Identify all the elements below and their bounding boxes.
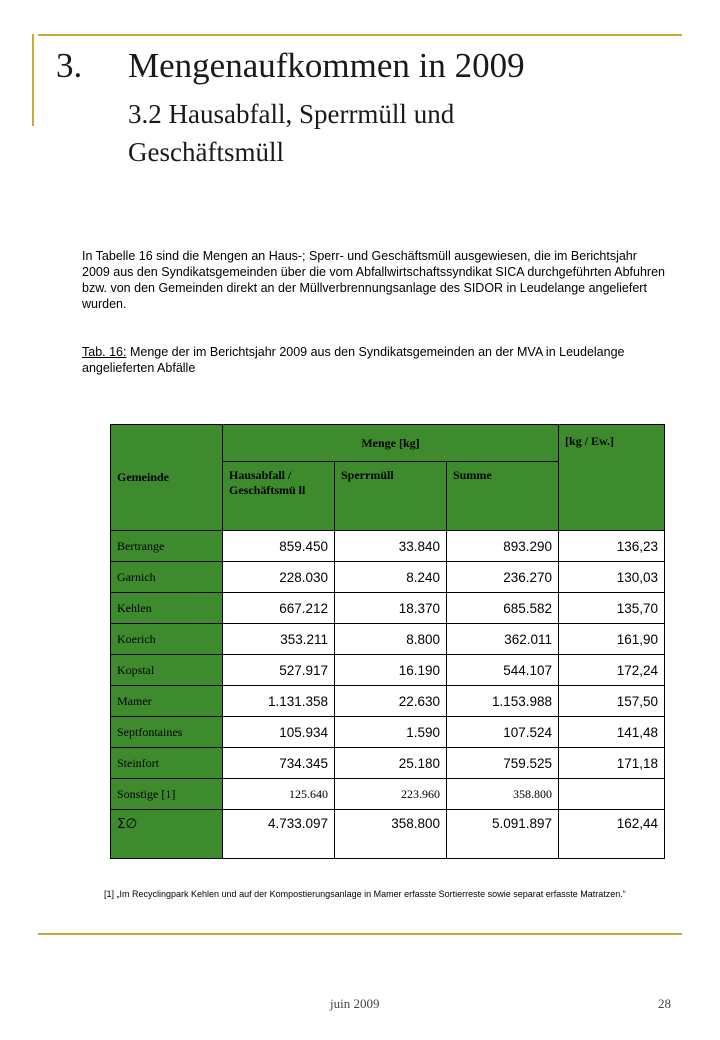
cell-sperrmuell: 1.590 [335,717,447,748]
cell-gemeinde: Steinfort [111,748,223,779]
cell-summe: 107.524 [447,717,559,748]
cell-sperrmuell: 223.960 [335,779,447,810]
table-row [111,748,665,779]
page-title: Mengenaufkommen in 2009 [128,46,525,85]
cell-summe: 358.800 [447,779,559,810]
cell-hausabfall: 734.345 [223,748,335,779]
cell-hausabfall: 105.934 [223,717,335,748]
cell-gemeinde: Kehlen [111,593,223,624]
table-row [111,686,665,717]
cell-total-kg-per-ew: 162,44 [559,810,665,859]
cell-kg-per-ew: 130,03 [559,562,665,593]
cell-summe: 685.582 [447,593,559,624]
table-row [111,717,665,748]
table-row [111,531,665,562]
cell-summe: 1.153.988 [447,686,559,717]
table-caption-label: Tab. 16: [82,345,127,359]
table-caption-text: Menge der im Berichtsjahr 2009 aus den Syndikatsgemeinden an der MVA in Leudelange angelieferten Abfälle [82,345,625,375]
footnote: [1] „Im Recyclingpark Kehlen und auf der Kompostierungsanlage in Mamer erfasste Sortierreste sowie separat erfasste Matratzen.“ [104,889,626,899]
cell-hausabfall: 125.640 [223,779,335,810]
cell-kg-per-ew: 157,50 [559,686,665,717]
cell-summe: 893.290 [447,531,559,562]
table-row [111,562,665,593]
cell-gemeinde: Bertrange [111,531,223,562]
cell-gemeinde: Garnich [111,562,223,593]
frame-left-rule [32,34,34,126]
cell-kg-per-ew: 141,48 [559,717,665,748]
cell-sperrmuell: 33.840 [335,531,447,562]
cell-gemeinde: Sonstige [1] [111,779,223,810]
cell-hausabfall: 353.211 [223,624,335,655]
section-number: 3. [56,46,83,85]
footer-date: juin 2009 [330,996,380,1011]
cell-kg-per-ew: 135,70 [559,593,665,624]
cell-total-sperrmuell: 358.800 [335,810,447,859]
header-sperrmuell: Sperrmüll [335,462,447,531]
cell-sperrmuell: 8.800 [335,624,447,655]
cell-total-symbol: Σ∅ [111,810,223,859]
cell-summe: 759.525 [447,748,559,779]
cell-kg-per-ew [559,779,665,810]
page-subtitle: 3.2 Hausabfall, Sperrmüll und Geschäftsmüll [128,99,455,167]
total-row [111,810,665,859]
cell-summe: 236.270 [447,562,559,593]
cell-hausabfall: 667.212 [223,593,335,624]
cell-total-summe: 5.091.897 [447,810,559,859]
waste-table [110,424,665,859]
header-summe: Summe [447,462,559,531]
header-menge: Menge [kg] [223,425,559,462]
cell-gemeinde: Septfontaines [111,717,223,748]
cell-kg-per-ew: 171,18 [559,748,665,779]
cell-gemeinde: Kopstal [111,655,223,686]
header-gemeinde: Gemeinde [111,425,223,531]
cell-sperrmuell: 25.180 [335,748,447,779]
header-hausabfall: Hausabfall / Geschäftsmü ll [223,462,335,531]
cell-summe: 544.107 [447,655,559,686]
cell-sperrmuell: 16.190 [335,655,447,686]
frame-top-rule [38,34,682,36]
cell-sperrmuell: 22.630 [335,686,447,717]
table-row [111,593,665,624]
cell-summe: 362.011 [447,624,559,655]
cell-hausabfall: 527.917 [223,655,335,686]
cell-gemeinde: Koerich [111,624,223,655]
table-row [111,779,665,810]
table-row [111,624,665,655]
frame-bottom-rule [38,933,682,935]
cell-hausabfall: 1.131.358 [223,686,335,717]
cell-total-hausabfall: 4.733.097 [223,810,335,859]
cell-kg-per-ew: 136,23 [559,531,665,562]
page-number: 28 [658,996,671,1011]
header-kg-per-ew: [kg / Ew.] [559,425,665,531]
intro-paragraph: In Tabelle 16 sind die Mengen an Haus-; Sperr- und Geschäftsmüll ausgewiesen, die im Berichtsjahr 2009 aus den Syndikatsgemeinden über die vom Abfallwirtschaftssyndikat SICA durchgeführten Abfuhren bzw. von den Gemeinden direkt an der Müllverbrennungsanlage des SIDOR in Leudelange angeliefert wurden. [82,249,665,311]
cell-sperrmuell: 8.240 [335,562,447,593]
cell-sperrmuell: 18.370 [335,593,447,624]
cell-gemeinde: Mamer [111,686,223,717]
cell-hausabfall: 228.030 [223,562,335,593]
cell-hausabfall: 859.450 [223,531,335,562]
cell-kg-per-ew: 172,24 [559,655,665,686]
table-row [111,655,665,686]
cell-kg-per-ew: 161,90 [559,624,665,655]
table-caption [82,344,667,376]
